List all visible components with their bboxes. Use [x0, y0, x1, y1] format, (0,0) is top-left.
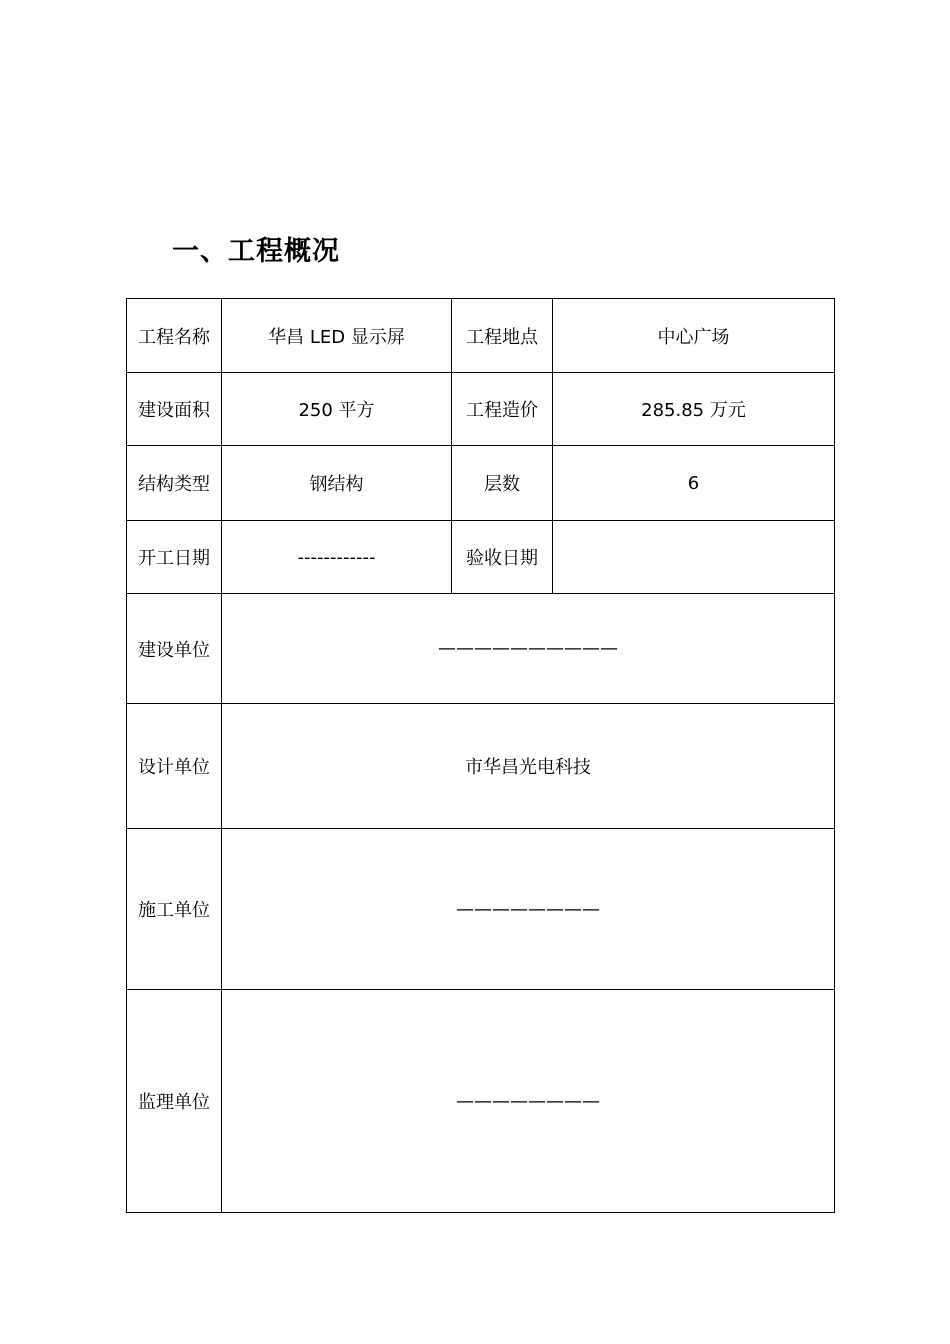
floors-value: 6 — [553, 446, 835, 521]
designer-value: 市华昌光电科技 — [222, 704, 835, 829]
project-overview-table — [126, 298, 835, 1213]
project-cost-label: 工程造价 — [452, 373, 553, 446]
builder-value: —————————— — [222, 594, 835, 704]
table-row-dates — [127, 521, 835, 594]
builder-label: 建设单位 — [127, 594, 222, 704]
project-name-value: 华昌 LED 显示屏 — [222, 299, 452, 373]
acceptance-date-value — [553, 521, 835, 594]
supervisor-label: 监理单位 — [127, 990, 222, 1213]
table-row-project-name — [127, 299, 835, 373]
build-area-label: 建设面积 — [127, 373, 222, 446]
start-date-value: ------------ — [222, 521, 452, 594]
table-row-structure-floors — [127, 446, 835, 521]
project-cost-value: 285.85 万元 — [553, 373, 835, 446]
table-row-builder — [127, 594, 835, 704]
section-title: 一、工程概况 — [172, 236, 340, 267]
table-row-area-cost — [127, 373, 835, 446]
start-date-label: 开工日期 — [127, 521, 222, 594]
structure-type-label: 结构类型 — [127, 446, 222, 521]
project-name-label: 工程名称 — [127, 299, 222, 373]
project-location-value: 中心广场 — [553, 299, 835, 373]
table-row-constructor — [127, 829, 835, 990]
constructor-label: 施工单位 — [127, 829, 222, 990]
project-location-label: 工程地点 — [452, 299, 553, 373]
supervisor-value: ———————— — [222, 990, 835, 1213]
floors-label: 层数 — [452, 446, 553, 521]
acceptance-date-label: 验收日期 — [452, 521, 553, 594]
build-area-value: 250 平方 — [222, 373, 452, 446]
table-row-designer — [127, 704, 835, 829]
designer-label: 设计单位 — [127, 704, 222, 829]
structure-type-value: 钢结构 — [222, 446, 452, 521]
constructor-value: ———————— — [222, 829, 835, 990]
table-row-supervisor — [127, 990, 835, 1213]
